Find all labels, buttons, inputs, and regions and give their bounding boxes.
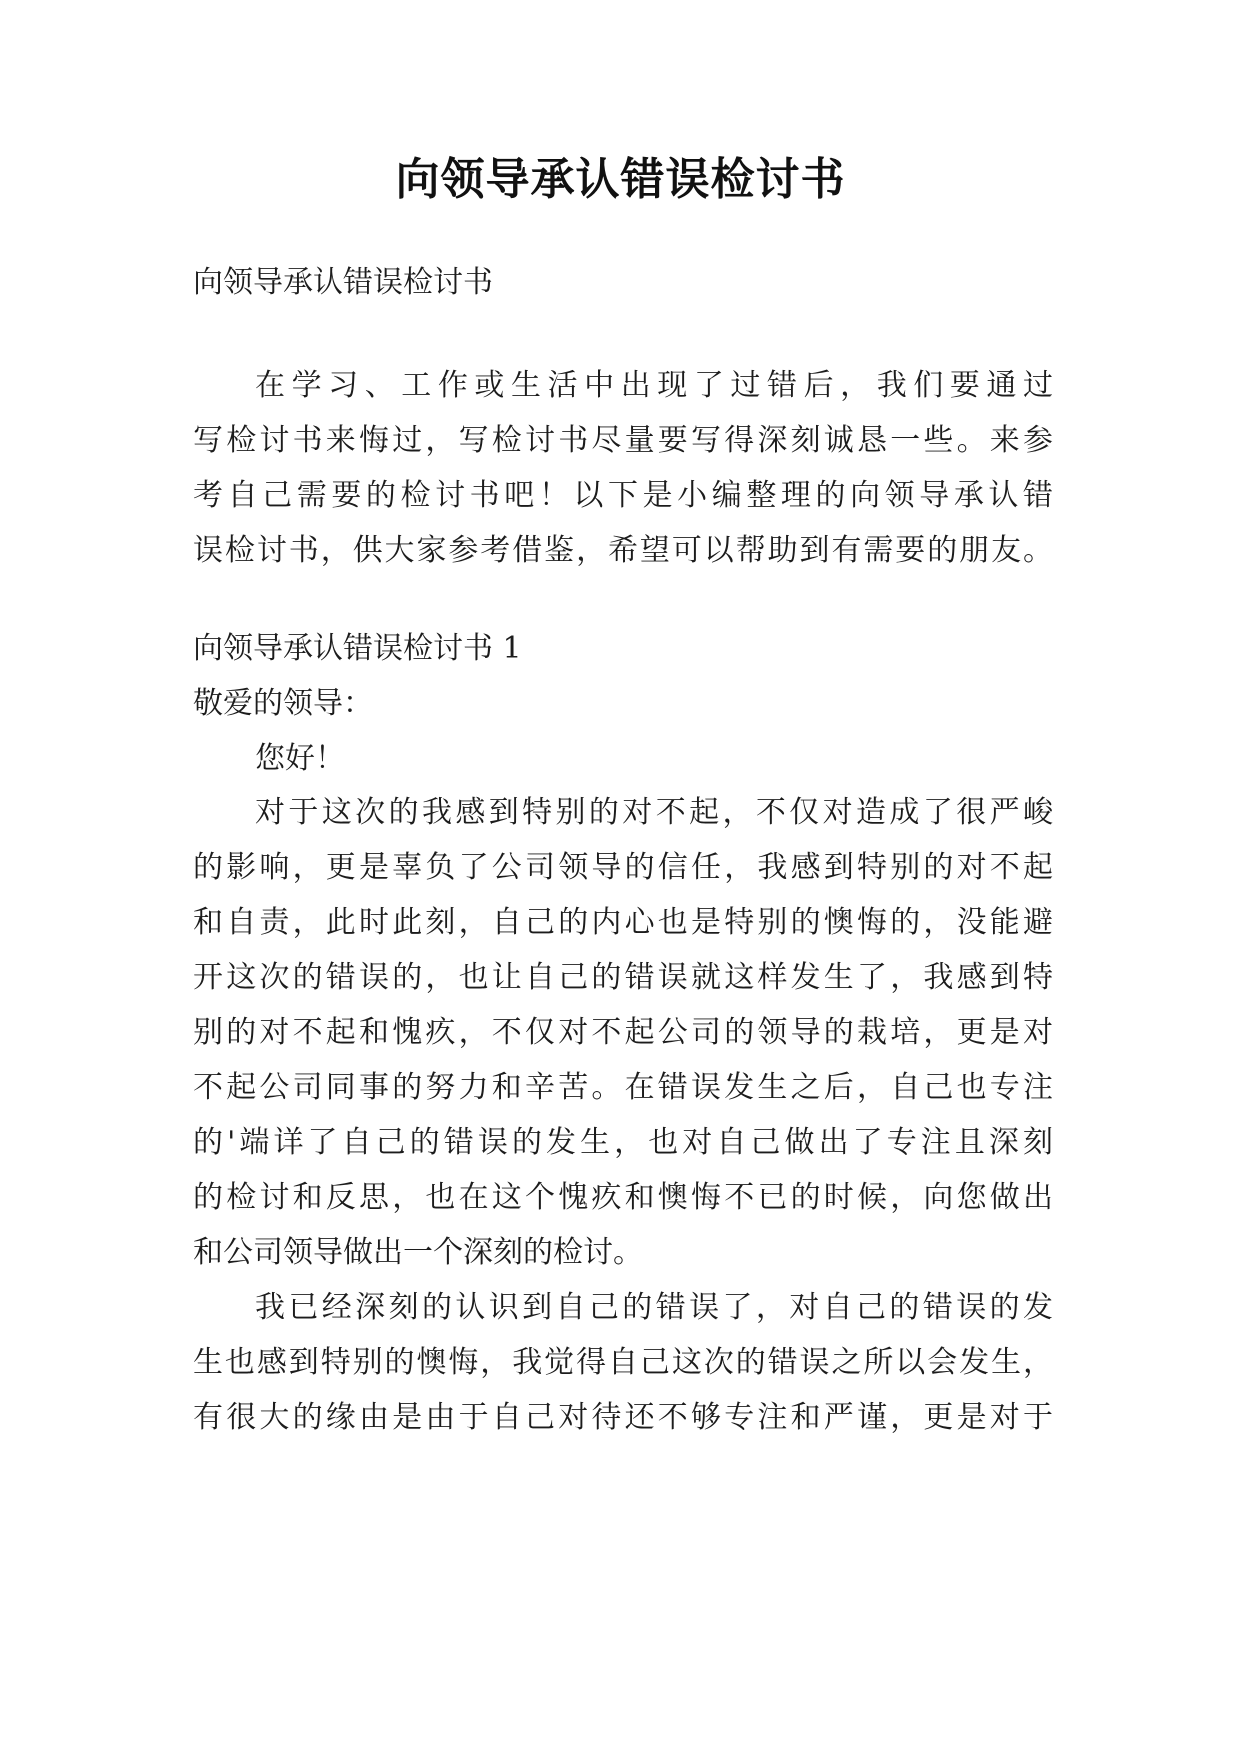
intro-line: 考自己需要的检讨书吧！以下是小编整理的向领导承认错 (193, 478, 1053, 513)
salutation: 敬爱的领导： (193, 686, 373, 721)
intro-line: 误检讨书，供大家参考借鉴，希望可以帮助到有需要的朋友。 (193, 533, 1053, 568)
paragraph-line: 生也感到特别的懊悔，我觉得自己这次的错误之所以会发生， (193, 1345, 1053, 1380)
paragraph-line: 和自责，此时此刻，自己的内心也是特别的懊悔的，没能避 (193, 905, 1053, 940)
paragraph-line: 不起公司同事的努力和辛苦。在错误发生之后，自己也专注 (193, 1070, 1053, 1105)
paragraph-line: 的'端详了自己的错误的发生，也对自己做出了专注且深刻 (193, 1125, 1053, 1160)
paragraph-line: 对于这次的我感到特别的对不起，不仅对造成了很严峻 (255, 795, 1053, 830)
paragraph-line: 我已经深刻的认识到自己的错误了，对自己的错误的发 (255, 1290, 1053, 1325)
intro-line: 在学习、工作或生活中出现了过错后，我们要通过 (255, 368, 1053, 403)
paragraph-line: 有很大的缘由是由于自己对待还不够专注和严谨，更是对于 (193, 1400, 1053, 1435)
paragraph-line: 的检讨和反思，也在这个愧疚和懊悔不已的时候，向您做出 (193, 1180, 1053, 1215)
document-title: 向领导承认错误检讨书 (395, 154, 846, 205)
intro-line: 写检讨书来悔过，写检讨书尽量要写得深刻诚恳一些。来参 (193, 423, 1053, 458)
paragraph-line: 的影响，更是辜负了公司领导的信任，我感到特别的对不起 (193, 850, 1053, 885)
paragraph-line: 别的对不起和愧疚，不仅对不起公司的领导的栽培，更是对 (193, 1015, 1053, 1050)
paragraph-line: 和公司领导做出一个深刻的检讨。 (193, 1235, 643, 1270)
greeting: 您好！ (255, 741, 345, 776)
document-subtitle: 向领导承认错误检讨书 (193, 265, 493, 300)
section-heading: 向领导承认错误检讨书 1 (193, 631, 522, 666)
paragraph-line: 开这次的错误的，也让自己的错误就这样发生了，我感到特 (193, 960, 1053, 995)
